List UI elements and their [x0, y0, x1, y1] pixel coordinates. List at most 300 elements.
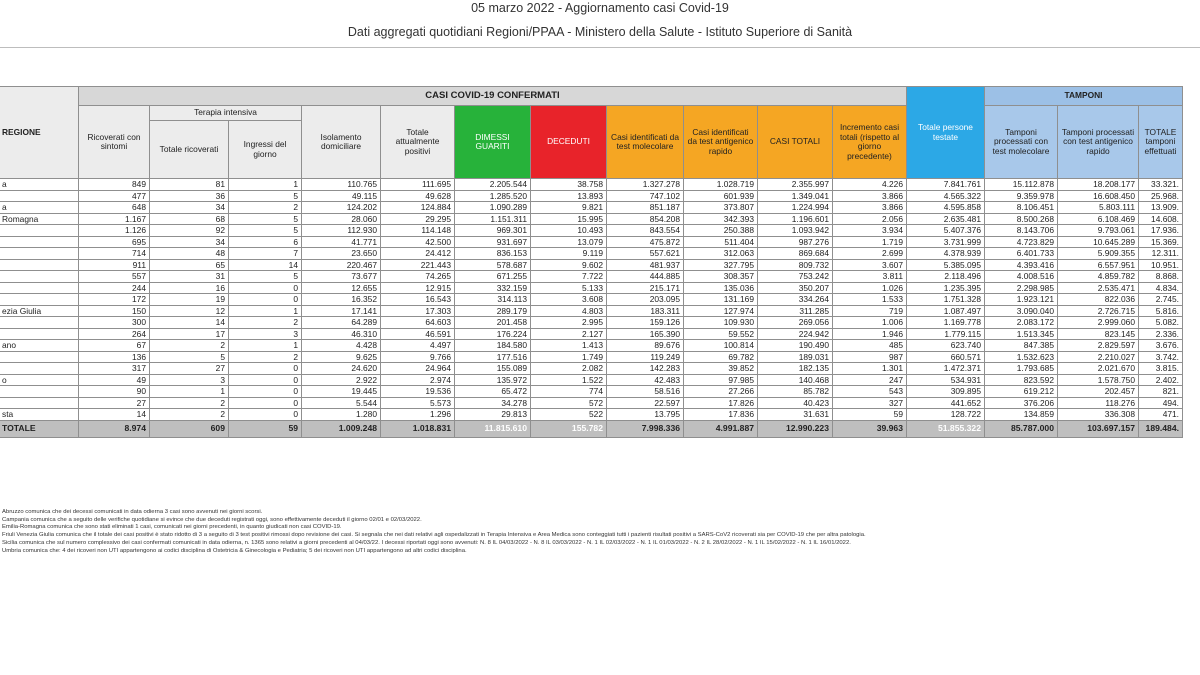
data-cell: 931.697 [455, 236, 531, 248]
data-cell: 12.311. [1139, 248, 1183, 260]
data-cell: 2.336. [1139, 328, 1183, 340]
region-cell [0, 190, 79, 202]
total-cell: 7.998.336 [607, 420, 684, 437]
data-cell: 648 [79, 202, 150, 214]
data-cell: 12 [150, 305, 229, 317]
data-cell: 1 [229, 305, 302, 317]
data-cell: 17.936. [1139, 225, 1183, 237]
total-label: TOTALE [0, 420, 79, 437]
data-cell: 1.749 [531, 351, 607, 363]
region-cell: ano [0, 340, 79, 352]
data-cell: 753.242 [758, 271, 833, 283]
data-cell: 6.557.951 [1058, 259, 1139, 271]
data-cell: 5.133 [531, 282, 607, 294]
table-row [0, 386, 1183, 398]
data-cell: 31.631 [758, 409, 833, 421]
table-row [0, 282, 1183, 294]
data-cell: 131.169 [684, 294, 758, 306]
group-header-terapia-intensiva: Terapia intensiva [150, 106, 302, 121]
data-cell: 5 [150, 351, 229, 363]
data-cell: 5 [229, 213, 302, 225]
data-cell: 0 [229, 294, 302, 306]
data-cell: 1.093.942 [758, 225, 833, 237]
data-cell: 9.359.978 [985, 190, 1058, 202]
data-cell: 203.095 [607, 294, 684, 306]
data-cell: 1.169.778 [907, 317, 985, 329]
page-subtitle: Dati aggregati quotidiani Regioni/PPAA - Ministero della Salute - Istituto Superiore di Sanità [347, 25, 853, 39]
table-row [0, 363, 1183, 375]
data-cell: 1.946 [833, 328, 907, 340]
data-cell: 201.458 [455, 317, 531, 329]
region-cell [0, 397, 79, 409]
data-cell: 494. [1139, 397, 1183, 409]
data-cell: 10.951. [1139, 259, 1183, 271]
data-cell: 16.543 [381, 294, 455, 306]
data-cell: 7 [229, 248, 302, 260]
table-row [0, 328, 1183, 340]
region-cell [0, 282, 79, 294]
data-cell: 2.635.481 [907, 213, 985, 225]
column-header-deceduti: DECEDUTI [531, 106, 607, 179]
data-cell: 27 [150, 363, 229, 375]
data-cell: 4.565.322 [907, 190, 985, 202]
data-cell: 1.533 [833, 294, 907, 306]
data-cell: 135.036 [684, 282, 758, 294]
data-cell: 6.401.733 [985, 248, 1058, 260]
data-cell: 847.385 [985, 340, 1058, 352]
column-header-isolamento: Isolamento domiciliare [302, 106, 381, 179]
region-cell [0, 236, 79, 248]
data-cell: 314.113 [455, 294, 531, 306]
region-cell [0, 351, 79, 363]
region-cell [0, 259, 79, 271]
data-cell: 4.428 [302, 340, 381, 352]
data-cell: 3.676. [1139, 340, 1183, 352]
data-cell: 2.699 [833, 248, 907, 260]
total-cell: 51.855.322 [907, 420, 985, 437]
data-cell: 3.866 [833, 190, 907, 202]
data-cell: 327.795 [684, 259, 758, 271]
data-cell: 16.352 [302, 294, 381, 306]
data-cell: 14.608. [1139, 213, 1183, 225]
data-cell: 1 [150, 386, 229, 398]
data-cell: 8.500.268 [985, 213, 1058, 225]
data-cell: 5.082. [1139, 317, 1183, 329]
data-cell: 0 [229, 409, 302, 421]
total-cell: 85.787.000 [985, 420, 1058, 437]
data-cell: 68 [150, 213, 229, 225]
data-cell: 9.766 [381, 351, 455, 363]
data-cell: 2.118.496 [907, 271, 985, 283]
data-cell: 27 [79, 397, 150, 409]
data-cell: 2.726.715 [1058, 305, 1139, 317]
data-cell: 987 [833, 351, 907, 363]
total-cell: 1.018.831 [381, 420, 455, 437]
data-cell: 65 [150, 259, 229, 271]
data-cell: 1.167 [79, 213, 150, 225]
data-cell: 4.393.416 [985, 259, 1058, 271]
region-cell [0, 386, 79, 398]
data-cell: 543 [833, 386, 907, 398]
data-cell: 1.413 [531, 340, 607, 352]
data-cell: 110.765 [302, 179, 381, 191]
total-cell: 59 [229, 420, 302, 437]
data-cell: 17.141 [302, 305, 381, 317]
region-cell [0, 248, 79, 260]
data-cell: 182.135 [758, 363, 833, 375]
data-cell: 3.866 [833, 202, 907, 214]
region-cell [0, 317, 79, 329]
data-cell: 67 [79, 340, 150, 352]
data-cell: 334.264 [758, 294, 833, 306]
data-cell: 1.923.121 [985, 294, 1058, 306]
region-cell: Romagna [0, 213, 79, 225]
data-cell: 1.126 [79, 225, 150, 237]
table-row [0, 397, 1183, 409]
data-cell: 3.090.040 [985, 305, 1058, 317]
footnote: Umbria comunica che: 4 dei ricoveri non UTI appartengono ai codici disciplina di Ostetricia & Ginecologia e Pediatria; 5 dei ricoveri non UTI appartengono ad altri codici disciplina. [2, 547, 467, 554]
data-cell: 112.930 [302, 225, 381, 237]
region-cell: ezia Giulia [0, 305, 79, 317]
data-cell: 27.266 [684, 386, 758, 398]
data-cell: 1.578.750 [1058, 374, 1139, 386]
data-cell: 1.006 [833, 317, 907, 329]
data-cell: 327 [833, 397, 907, 409]
data-cell: 49.115 [302, 190, 381, 202]
data-cell: 183.311 [607, 305, 684, 317]
data-cell: 441.652 [907, 397, 985, 409]
table-row [0, 248, 1183, 260]
data-cell: 5 [229, 225, 302, 237]
data-cell: 172 [79, 294, 150, 306]
data-cell: 1.779.115 [907, 328, 985, 340]
data-cell: 4.226 [833, 179, 907, 191]
data-cell: 159.126 [607, 317, 684, 329]
data-cell: 13.079 [531, 236, 607, 248]
total-cell: 189.484. [1139, 420, 1183, 437]
data-cell: 15.112.878 [985, 179, 1058, 191]
data-cell: 38.758 [531, 179, 607, 191]
data-cell: 2 [150, 340, 229, 352]
data-cell: 8.143.706 [985, 225, 1058, 237]
data-cell: 134.859 [985, 409, 1058, 421]
data-cell: 190.490 [758, 340, 833, 352]
data-cell: 3.607 [833, 259, 907, 271]
data-cell: 69.782 [684, 351, 758, 363]
data-cell: 42.483 [607, 374, 684, 386]
page-title: 05 marzo 2022 - Aggiornamento casi Covid-19 [471, 1, 729, 15]
footnote: Sicilia comunica che sul numero complessivo dei casi confermati comunicati in data odierna, n. 1365 sono relativi a giorni precedenti al 04/03/22. I decessi riportati oggi sono avvenuti: N. 8 IL 04/03/2022 - N. 8 IL 03/03/2022 - N. 1 IL 02/03/2022 - N. 1 IL 01/03/2022 - N. 2 IL 28/02/2022 - N. 1 IL 15/02/2022 - N. 1 IL 16/01/2022. [2, 539, 851, 546]
data-cell: 13.909. [1139, 202, 1183, 214]
data-cell: 774 [531, 386, 607, 398]
column-header-totale-ricoverati: Totale ricoverati [150, 121, 229, 179]
data-cell: 65.472 [455, 386, 531, 398]
data-cell: 5.816. [1139, 305, 1183, 317]
data-cell: 719 [833, 305, 907, 317]
table-row [0, 202, 1183, 214]
data-cell: 1.301 [833, 363, 907, 375]
data-cell: 6.108.469 [1058, 213, 1139, 225]
covid-data-table [0, 86, 1183, 438]
data-cell: 64.289 [302, 317, 381, 329]
data-cell: 849 [79, 179, 150, 191]
table-row [0, 271, 1183, 283]
data-cell: 59 [833, 409, 907, 421]
data-cell: 165.390 [607, 328, 684, 340]
data-cell: 5.544 [302, 397, 381, 409]
data-cell: 28.060 [302, 213, 381, 225]
data-cell: 1.327.278 [607, 179, 684, 191]
data-cell: 1.532.623 [985, 351, 1058, 363]
data-cell: 14 [229, 259, 302, 271]
data-cell: 17.303 [381, 305, 455, 317]
total-cell: 11.815.610 [455, 420, 531, 437]
data-cell: 5.573 [381, 397, 455, 409]
data-cell: 623.740 [907, 340, 985, 352]
data-cell: 1.296 [381, 409, 455, 421]
data-cell: 90 [79, 386, 150, 398]
data-cell: 2.127 [531, 328, 607, 340]
data-cell: 5.803.111 [1058, 202, 1139, 214]
data-cell: 8.106.451 [985, 202, 1058, 214]
data-cell: 74.265 [381, 271, 455, 283]
data-cell: 58.516 [607, 386, 684, 398]
total-cell: 39.963 [833, 420, 907, 437]
table-row [0, 374, 1183, 386]
data-cell: 5 [229, 271, 302, 283]
data-cell: 29.813 [455, 409, 531, 421]
region-cell: sta [0, 409, 79, 421]
data-cell: 136 [79, 351, 150, 363]
data-cell: 660.571 [907, 351, 985, 363]
data-cell: 823.592 [985, 374, 1058, 386]
data-cell: 317 [79, 363, 150, 375]
data-cell: 109.930 [684, 317, 758, 329]
table-row [0, 259, 1183, 271]
data-cell: 42.500 [381, 236, 455, 248]
data-cell: 3 [150, 374, 229, 386]
total-cell: 155.782 [531, 420, 607, 437]
data-cell: 1.196.601 [758, 213, 833, 225]
data-cell: 16.608.450 [1058, 190, 1139, 202]
data-cell: 7.722 [531, 271, 607, 283]
data-cell: 118.276 [1058, 397, 1139, 409]
data-cell: 73.677 [302, 271, 381, 283]
data-cell: 2.210.027 [1058, 351, 1139, 363]
data-cell: 350.207 [758, 282, 833, 294]
data-cell: 9.119 [531, 248, 607, 260]
total-cell: 12.990.223 [758, 420, 833, 437]
data-cell: 215.171 [607, 282, 684, 294]
data-cell: 264 [79, 328, 150, 340]
data-cell: 336.308 [1058, 409, 1139, 421]
total-cell: 609 [150, 420, 229, 437]
data-cell: 1 [229, 340, 302, 352]
region-cell: a [0, 202, 79, 214]
data-cell: 49.628 [381, 190, 455, 202]
data-cell: 2.402. [1139, 374, 1183, 386]
data-cell: 311.285 [758, 305, 833, 317]
data-cell: 189.031 [758, 351, 833, 363]
data-cell: 0 [229, 397, 302, 409]
data-cell: 34.278 [455, 397, 531, 409]
data-cell: 2 [229, 317, 302, 329]
data-cell: 987.276 [758, 236, 833, 248]
table-row [0, 409, 1183, 421]
data-cell: 81 [150, 179, 229, 191]
data-cell: 1.087.497 [907, 305, 985, 317]
data-cell: 19 [150, 294, 229, 306]
data-cell: 142.283 [607, 363, 684, 375]
data-cell: 34 [150, 236, 229, 248]
data-cell: 124.202 [302, 202, 381, 214]
data-cell: 34 [150, 202, 229, 214]
data-cell: 2.745. [1139, 294, 1183, 306]
data-cell: 1.349.041 [758, 190, 833, 202]
data-cell: 671.255 [455, 271, 531, 283]
data-cell: 308.357 [684, 271, 758, 283]
data-cell: 1.280 [302, 409, 381, 421]
data-cell: 119.249 [607, 351, 684, 363]
table-row [0, 305, 1183, 317]
data-cell: 18.208.177 [1058, 179, 1139, 191]
data-cell: 557.621 [607, 248, 684, 260]
data-cell: 92 [150, 225, 229, 237]
data-cell: 24.412 [381, 248, 455, 260]
data-cell: 177.516 [455, 351, 531, 363]
data-cell: 869.684 [758, 248, 833, 260]
total-cell: 1.009.248 [302, 420, 381, 437]
data-cell: 9.602 [531, 259, 607, 271]
region-cell [0, 271, 79, 283]
data-cell: 220.467 [302, 259, 381, 271]
data-cell: 224.942 [758, 328, 833, 340]
data-cell: 135.972 [455, 374, 531, 386]
data-cell: 5.909.355 [1058, 248, 1139, 260]
footnote: Abruzzo comunica che dei decessi comunicati in data odierna 3 casi sono avvenuti nei giorni scorsi. [2, 509, 263, 515]
data-cell: 289.179 [455, 305, 531, 317]
data-cell: 7.841.761 [907, 179, 985, 191]
data-cell: 2.298.985 [985, 282, 1058, 294]
data-cell: 3.742. [1139, 351, 1183, 363]
data-cell: 851.187 [607, 202, 684, 214]
data-cell: 2.083.172 [985, 317, 1058, 329]
data-cell: 97.985 [684, 374, 758, 386]
data-cell: 1.793.685 [985, 363, 1058, 375]
data-cell: 46.310 [302, 328, 381, 340]
data-cell: 36 [150, 190, 229, 202]
data-cell: 39.852 [684, 363, 758, 375]
data-cell: 64.603 [381, 317, 455, 329]
data-cell: 14 [79, 409, 150, 421]
data-cell: 184.580 [455, 340, 531, 352]
data-cell: 2 [229, 351, 302, 363]
region-cell [0, 328, 79, 340]
data-cell: 15.369. [1139, 236, 1183, 248]
data-cell: 572 [531, 397, 607, 409]
data-cell: 969.301 [455, 225, 531, 237]
data-cell: 155.089 [455, 363, 531, 375]
data-cell: 332.159 [455, 282, 531, 294]
footnote: Emilia-Romagna comunica che sono stati eliminati 1 casi, comunicati nei giorni precedenti, in quanto giudicati non casi COVID-19. [2, 524, 342, 531]
data-cell: 0 [229, 282, 302, 294]
data-cell: 342.393 [684, 213, 758, 225]
data-cell: 522 [531, 409, 607, 421]
data-cell: 10.493 [531, 225, 607, 237]
column-header-incremento: Incremento casi totali (rispetto al giorno precedente) [833, 106, 907, 179]
data-cell: 1.751.328 [907, 294, 985, 306]
data-cell: 17.826 [684, 397, 758, 409]
data-cell: 619.212 [985, 386, 1058, 398]
data-cell: 534.931 [907, 374, 985, 386]
data-cell: 477 [79, 190, 150, 202]
data-cell: 2.056 [833, 213, 907, 225]
data-cell: 114.148 [381, 225, 455, 237]
data-cell: 89.676 [607, 340, 684, 352]
region-cell [0, 225, 79, 237]
data-cell: 269.056 [758, 317, 833, 329]
data-cell: 4.723.829 [985, 236, 1058, 248]
data-cell: 33.321. [1139, 179, 1183, 191]
data-cell: 111.695 [381, 179, 455, 191]
data-cell: 5 [229, 190, 302, 202]
column-header-tamponi-antigenico: Tamponi processati con test antigenico rapido [1058, 106, 1139, 179]
data-cell: 140.468 [758, 374, 833, 386]
data-cell: 5.407.376 [907, 225, 985, 237]
data-cell: 19.536 [381, 386, 455, 398]
region-cell: o [0, 374, 79, 386]
data-cell: 695 [79, 236, 150, 248]
data-cell: 100.814 [684, 340, 758, 352]
data-cell: 2.829.597 [1058, 340, 1139, 352]
data-cell: 1.151.311 [455, 213, 531, 225]
column-header-tamponi-molecolare: Tamponi processati con test molecolare [985, 106, 1058, 179]
data-cell: 46.591 [381, 328, 455, 340]
data-cell: 485 [833, 340, 907, 352]
table-row [0, 179, 1183, 191]
data-cell: 3.811 [833, 271, 907, 283]
data-cell: 300 [79, 317, 150, 329]
data-cell: 471. [1139, 409, 1183, 421]
data-cell: 19.445 [302, 386, 381, 398]
data-cell: 3 [229, 328, 302, 340]
column-header-casi-molecolare: Casi identificati da test molecolare [607, 106, 684, 179]
data-cell: 475.872 [607, 236, 684, 248]
data-cell: 373.807 [684, 202, 758, 214]
data-cell: 1.028.719 [684, 179, 758, 191]
data-cell: 25.968. [1139, 190, 1183, 202]
data-cell: 1.090.289 [455, 202, 531, 214]
data-cell: 250.388 [684, 225, 758, 237]
data-cell: 221.443 [381, 259, 455, 271]
data-cell: 150 [79, 305, 150, 317]
table-row [0, 213, 1183, 225]
data-cell: 1.285.520 [455, 190, 531, 202]
data-cell: 127.974 [684, 305, 758, 317]
data-cell: 4.803 [531, 305, 607, 317]
data-cell: 481.937 [607, 259, 684, 271]
data-cell: 40.423 [758, 397, 833, 409]
data-cell: 2 [150, 409, 229, 421]
data-cell: 24.964 [381, 363, 455, 375]
data-cell: 5.385.095 [907, 259, 985, 271]
column-header-ricoverati-sintomi: Ricoverati con sintomi [79, 106, 150, 179]
total-row [0, 420, 1183, 437]
data-cell: 9.793.061 [1058, 225, 1139, 237]
data-cell: 13.893 [531, 190, 607, 202]
footnote: Friuli Venezia Giulia comunica che il totale dei casi positivi è stato ridotto di 3 a seguito di 3 test positivi rimossi dopo revisione dei casi. Si segnala che nei dati relativi agli ospedalizzati in Terapia Intensiva e Area Medica sono conteggiati tutti i pazienti risultati positivi a SARS-CoV2 ricoverati sia per COVID-19 che per altra patologia. [2, 532, 866, 539]
data-cell: 836.153 [455, 248, 531, 260]
